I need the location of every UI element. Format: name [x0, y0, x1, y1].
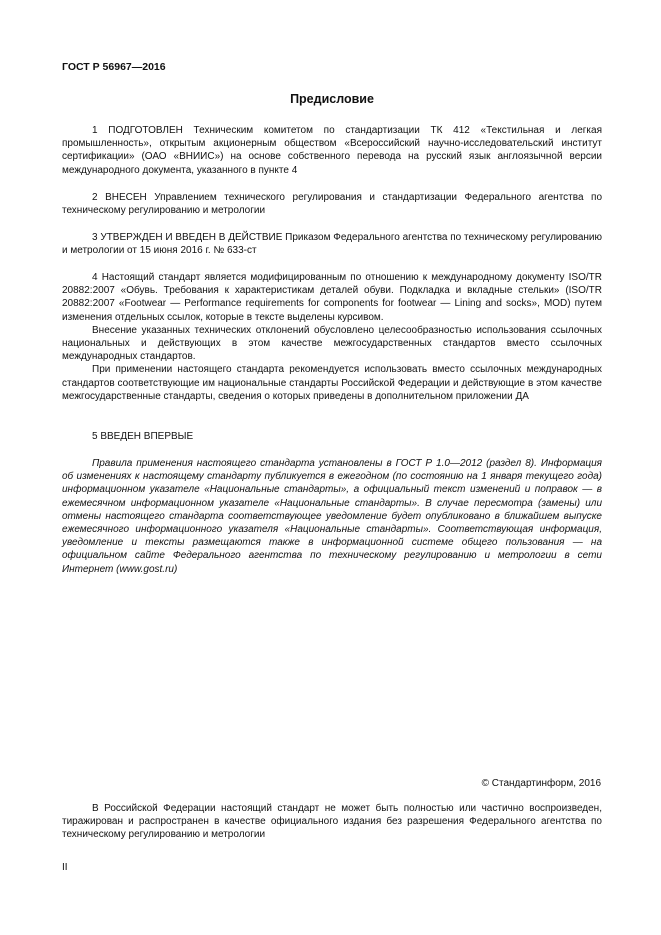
item-4-deviation-note: Внесение указанных технических отклонений обусловлено целесообразностью использования ссылочных национальных и действующих в этом качестве межгосударственных стандартов вместо ссылочных международных стандартов. — [62, 324, 602, 363]
application-rules-notice — [62, 457, 602, 576]
standard-code: ГОСТ Р 56967—2016 — [62, 61, 166, 73]
notice-text: Правила применения настоящего стандарта установлены в ГОСТ Р 1.0—2012 (раздел 8). Информация об изменениях к настоящему стандарту публикуется в ежегодном (по состоянию на 1 января текущего года) информационном указателе «Национальные стандарты», а официальный текст изменений и поправок — в ежемесячном информационном указателе «Национальные стандарты». В случае пересмотра (замены) или отмены настоящего стандарта соответствующее уведомление будет опубликовано в ближайшем выпуске ежемесячного информационного указателя «Национальные стандарты». Соответствующая информация, уведомление и тексты размещаются также в информационной системе общего пользования — на официальном сайте Федерального агентства по техническому регулированию и метрологии в сети Интернет (www.gost.ru) — [62, 458, 602, 575]
item-5-text: 5 ВВЕДЕН ВПЕРВЫЕ — [92, 431, 194, 442]
item-4-text: 4 Настоящий стандарт является модифицированным по отношению к международному документу ISO/TR 20882:2007 «Обувь. Требования к характеристикам деталей обуви. Подкладка и вкладные стельки» (ISO/TR 20882:2007 «Footwear — Performance requirements for components for footwear — Lining and socks», MOD) путем изменения отдельных ссылок, которые в тексте выделены курсивом. — [62, 272, 602, 323]
item-2-text: 2 ВНЕСЕН Управлением технического регулирования и стандартизации Федерального агентства по техническому регулированию и метрологии — [62, 192, 602, 217]
page-number: II — [62, 862, 68, 873]
item-1 — [62, 124, 602, 177]
item-1-text: 1 ПОДГОТОВЛЕН Техническим комитетом по стандартизации ТК 412 «Текстильная и легкая промышленность», открытым акционерным обществом «Всероссийский научно-исследовательский институт сертификации» (ОАО «ВНИИС») на основе собственного перевода на русский язык англоязычной версии международного документа, указанного в пункте 4 — [62, 125, 602, 176]
item-5 — [62, 430, 602, 443]
rights-text: В Российской Федерации настоящий стандарт не может быть полностью или частично воспроизведен, тиражирован и распространен в качестве официального издания без разрешения Федерального агентства по техническому регулированию и метрологии — [62, 803, 602, 841]
item-4 — [62, 271, 602, 403]
item-4-application-note: При применении настоящего стандарта рекомендуется использовать вместо ссылочных международных стандартов соответствующие им национальные стандарты Российской Федерации и действующие в этом качестве межгосударственные стандарты, сведения о которых приведены в дополнительном приложении ДА — [62, 364, 602, 402]
item-3-text: 3 УТВЕРЖДЕН И ВВЕДЕН В ДЕЙСТВИЕ Приказом Федерального агентства по техническому регулированию и метрологии от 15 июня 2016 г. № 633-ст — [62, 232, 602, 257]
copyright: © Стандартинформ, 2016 — [481, 778, 601, 789]
page-title: Предисловие — [290, 92, 374, 106]
item-2 — [62, 191, 602, 217]
rights-statement — [62, 802, 602, 842]
item-3 — [62, 231, 602, 257]
